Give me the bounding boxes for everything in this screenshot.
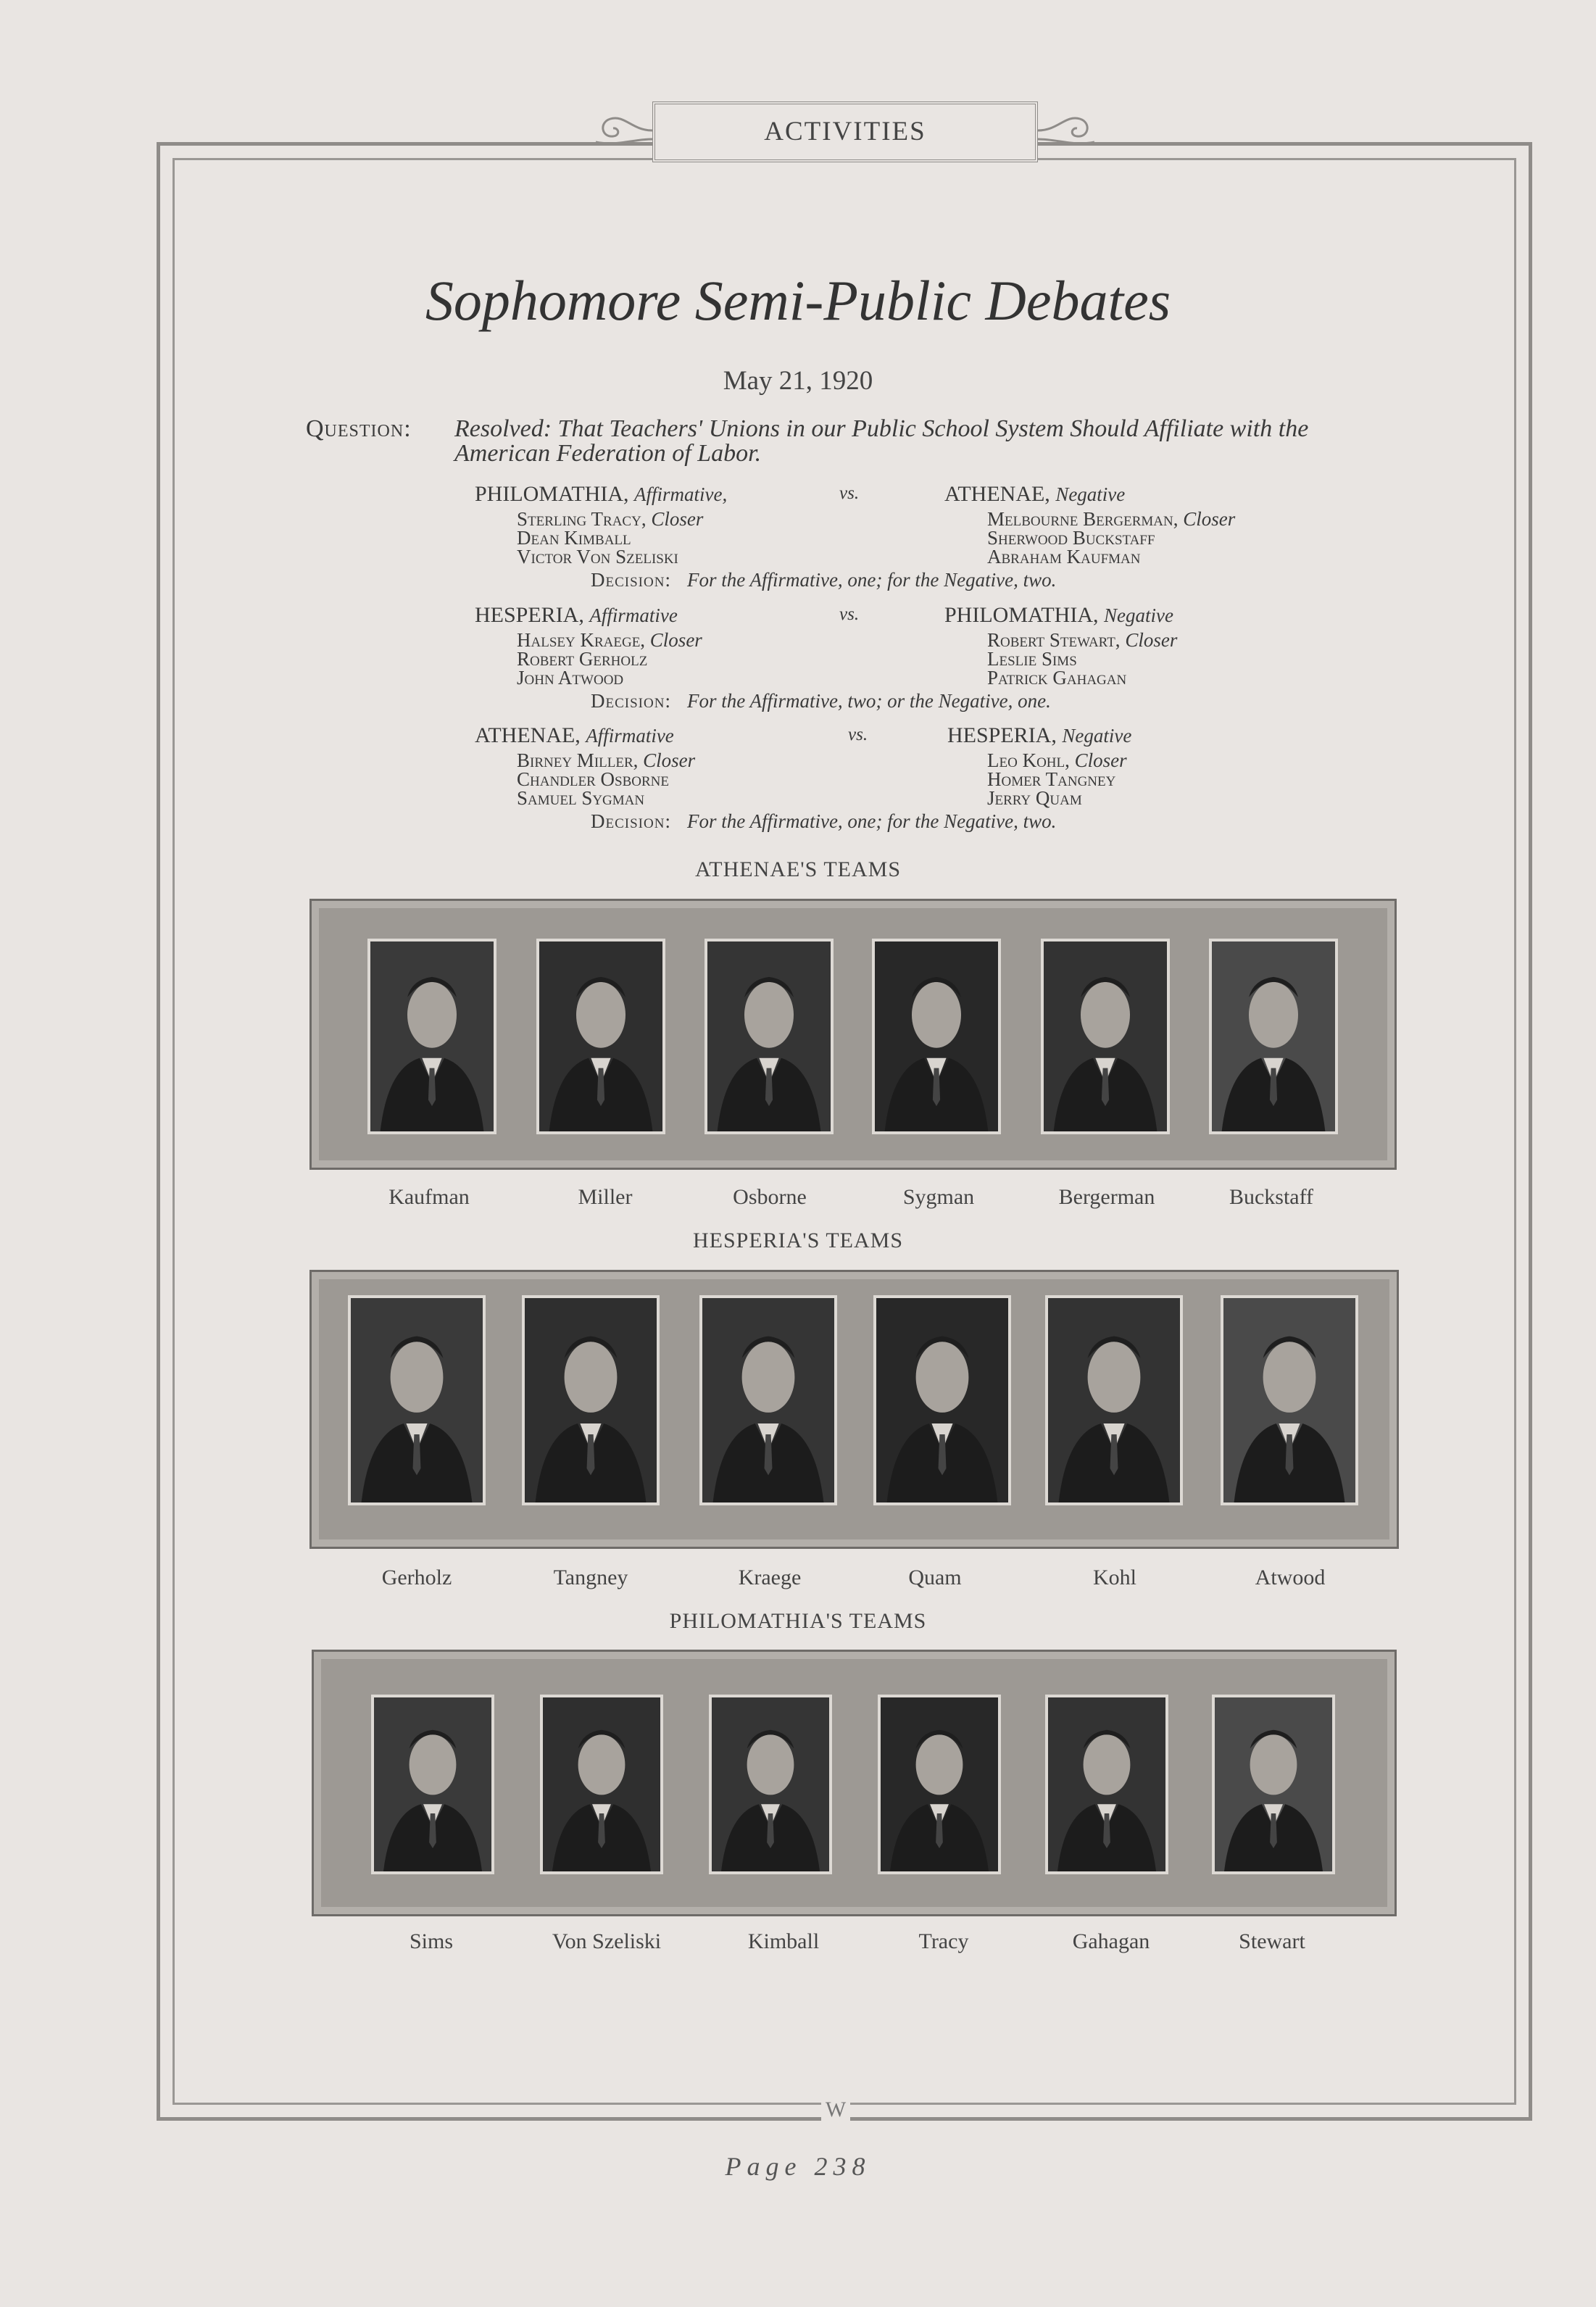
decision bbox=[591, 569, 1056, 591]
portrait-caption: Stewart bbox=[1239, 1929, 1305, 1953]
portrait-icon bbox=[881, 1697, 998, 1871]
negative-members bbox=[987, 510, 1235, 566]
portrait-caption: Kraege bbox=[738, 1566, 802, 1589]
affirmative-members bbox=[517, 510, 703, 566]
decision-label: Decision: bbox=[591, 810, 671, 832]
portrait-icon bbox=[702, 1298, 834, 1502]
member: John Atwood bbox=[517, 667, 624, 689]
portrait-photo bbox=[348, 1295, 486, 1505]
portrait-photo bbox=[371, 1695, 494, 1874]
debate-date: May 21, 1920 bbox=[723, 366, 873, 396]
member: Leslie Sims bbox=[987, 648, 1077, 670]
vs-label: vs. bbox=[839, 604, 860, 624]
portrait-photo bbox=[1041, 939, 1170, 1134]
footer-mark: W bbox=[821, 2099, 850, 2121]
portrait-photo bbox=[367, 939, 496, 1134]
member: Dean Kimball bbox=[517, 527, 631, 549]
portrait-photo bbox=[705, 939, 834, 1134]
question-text bbox=[454, 417, 1411, 466]
affirmative-members bbox=[517, 751, 695, 807]
portrait-photo bbox=[1045, 1695, 1168, 1874]
portrait-icon bbox=[351, 1298, 483, 1502]
member-closer: Halsey Kraege, Closer bbox=[517, 629, 702, 651]
member: Patrick Gahagan bbox=[987, 667, 1127, 689]
decision bbox=[591, 690, 1051, 712]
portrait-caption: Atwood bbox=[1255, 1566, 1326, 1589]
portrait-caption: Osborne bbox=[733, 1185, 807, 1209]
team-section-label: PHILOMATHIA'S TEAMS bbox=[669, 1609, 927, 1633]
portrait-icon bbox=[1223, 1298, 1355, 1502]
portrait-icon bbox=[1212, 941, 1335, 1131]
portrait-icon bbox=[539, 941, 662, 1131]
portrait-photo bbox=[522, 1295, 660, 1505]
portrait-caption: Tangney bbox=[553, 1566, 628, 1589]
debate-3 bbox=[475, 723, 1344, 832]
portrait-caption: Tracy bbox=[918, 1929, 969, 1953]
decision-label: Decision: bbox=[591, 569, 671, 591]
portrait-icon bbox=[543, 1697, 660, 1871]
team-name: ATHENAE, bbox=[944, 482, 1050, 506]
team-side: Affirmative bbox=[586, 725, 674, 747]
portrait-caption: Buckstaff bbox=[1229, 1185, 1314, 1209]
debate-2 bbox=[475, 603, 1344, 712]
portrait-caption: Kimball bbox=[747, 1929, 820, 1953]
affirmative-team bbox=[475, 723, 674, 748]
team-side: Negative bbox=[1055, 483, 1126, 505]
portrait-caption: Miller bbox=[578, 1185, 633, 1209]
portrait-icon bbox=[525, 1298, 657, 1502]
section-header: ACTIVITIES bbox=[652, 101, 1038, 162]
team-side: Negative bbox=[1104, 604, 1173, 626]
member: Samuel Sygman bbox=[517, 787, 645, 809]
member-closer: Robert Stewart, Closer bbox=[987, 629, 1178, 651]
portrait-caption: Gahagan bbox=[1072, 1929, 1150, 1953]
question-line-1: Resolved: That Teachers' Unions in our Public School System Should Affiliate with the bbox=[454, 415, 1309, 442]
portrait-caption: Sygman bbox=[902, 1185, 975, 1209]
negative-team bbox=[947, 723, 1131, 748]
team-name: ATHENAE, bbox=[475, 723, 581, 747]
portrait-icon bbox=[1215, 1697, 1332, 1871]
member: Chandler Osborne bbox=[517, 768, 669, 790]
portrait-icon bbox=[1048, 1298, 1180, 1502]
decision-text: For the Affirmative, one; for the Negative, two. bbox=[686, 569, 1057, 591]
member: Victor Von Szeliski bbox=[517, 546, 678, 568]
decision bbox=[591, 810, 1056, 833]
portrait-photo bbox=[699, 1295, 837, 1505]
negative-members bbox=[987, 631, 1177, 687]
portrait-photo bbox=[1209, 939, 1338, 1134]
team-name: HESPERIA, bbox=[475, 603, 584, 627]
decision-label: Decision: bbox=[591, 690, 671, 712]
portrait-icon bbox=[875, 941, 998, 1131]
portrait-photo bbox=[872, 939, 1001, 1134]
portrait-caption: Von Szeliski bbox=[552, 1929, 662, 1953]
negative-team bbox=[944, 603, 1173, 628]
portrait-icon bbox=[712, 1697, 829, 1871]
portrait-photo bbox=[540, 1695, 663, 1874]
member-closer: Birney Miller, Closer bbox=[517, 749, 696, 771]
decision-text: For the Affirmative, one; for the Negative, two. bbox=[686, 810, 1057, 832]
portrait-icon bbox=[374, 1697, 491, 1871]
vs-label: vs. bbox=[848, 725, 868, 744]
team-side: Negative bbox=[1062, 725, 1132, 747]
portrait-photo bbox=[536, 939, 665, 1134]
team-name: PHILOMATHIA, bbox=[475, 482, 629, 506]
portrait-photo bbox=[709, 1695, 832, 1874]
team-section-label: HESPERIA'S TEAMS bbox=[692, 1229, 904, 1252]
portrait-photo bbox=[878, 1695, 1001, 1874]
portrait-caption: Kaufman bbox=[388, 1185, 470, 1209]
member-closer: Melbourne Bergerman, Closer bbox=[987, 508, 1236, 530]
member-closer: Sterling Tracy, Closer bbox=[517, 508, 704, 530]
member: Abraham Kaufman bbox=[987, 546, 1141, 568]
portrait-photo bbox=[873, 1295, 1011, 1505]
portrait-photo bbox=[1221, 1295, 1358, 1505]
member: Robert Gerholz bbox=[517, 648, 648, 670]
team-side: Affirmative, bbox=[634, 483, 728, 505]
portrait-caption: Sims bbox=[409, 1929, 454, 1953]
portrait-caption: Bergerman bbox=[1058, 1185, 1155, 1209]
member-closer: Leo Kohl, Closer bbox=[987, 749, 1127, 771]
scroll-ornament-icon bbox=[1036, 109, 1102, 152]
portrait-caption: Quam bbox=[908, 1566, 962, 1589]
portrait-icon bbox=[1048, 1697, 1165, 1871]
debate-1 bbox=[475, 482, 1344, 591]
scroll-ornament-icon bbox=[589, 109, 654, 152]
portrait-icon bbox=[876, 1298, 1008, 1502]
affirmative-team bbox=[475, 482, 727, 507]
page-title: Sophomore Semi-Public Debates bbox=[425, 269, 1171, 332]
member: Jerry Quam bbox=[987, 787, 1082, 809]
team-name: PHILOMATHIA, bbox=[944, 603, 1099, 627]
portrait-icon bbox=[370, 941, 494, 1131]
negative-members bbox=[987, 751, 1127, 807]
decision-text: For the Affirmative, two; or the Negative, one. bbox=[686, 690, 1051, 712]
question-label: Question: bbox=[306, 415, 412, 442]
team-name: HESPERIA, bbox=[947, 723, 1057, 747]
member: Homer Tangney bbox=[987, 768, 1116, 790]
portrait-photo bbox=[1212, 1695, 1335, 1874]
team-section-label: ATHENAE'S TEAMS bbox=[694, 857, 902, 881]
negative-team bbox=[944, 482, 1125, 507]
portrait-icon bbox=[707, 941, 831, 1131]
page-number: Page 238 bbox=[725, 2152, 871, 2181]
vs-label: vs. bbox=[839, 483, 860, 503]
portrait-caption: Kohl bbox=[1093, 1566, 1136, 1589]
question-line-2: American Federation of Labor. bbox=[454, 440, 762, 467]
affirmative-members bbox=[517, 631, 702, 687]
portrait-icon bbox=[1044, 941, 1167, 1131]
portrait-caption: Gerholz bbox=[381, 1566, 452, 1589]
team-side: Affirmative bbox=[589, 604, 678, 626]
portrait-photo bbox=[1045, 1295, 1183, 1505]
affirmative-team bbox=[475, 603, 678, 628]
member: Sherwood Buckstaff bbox=[987, 527, 1155, 549]
